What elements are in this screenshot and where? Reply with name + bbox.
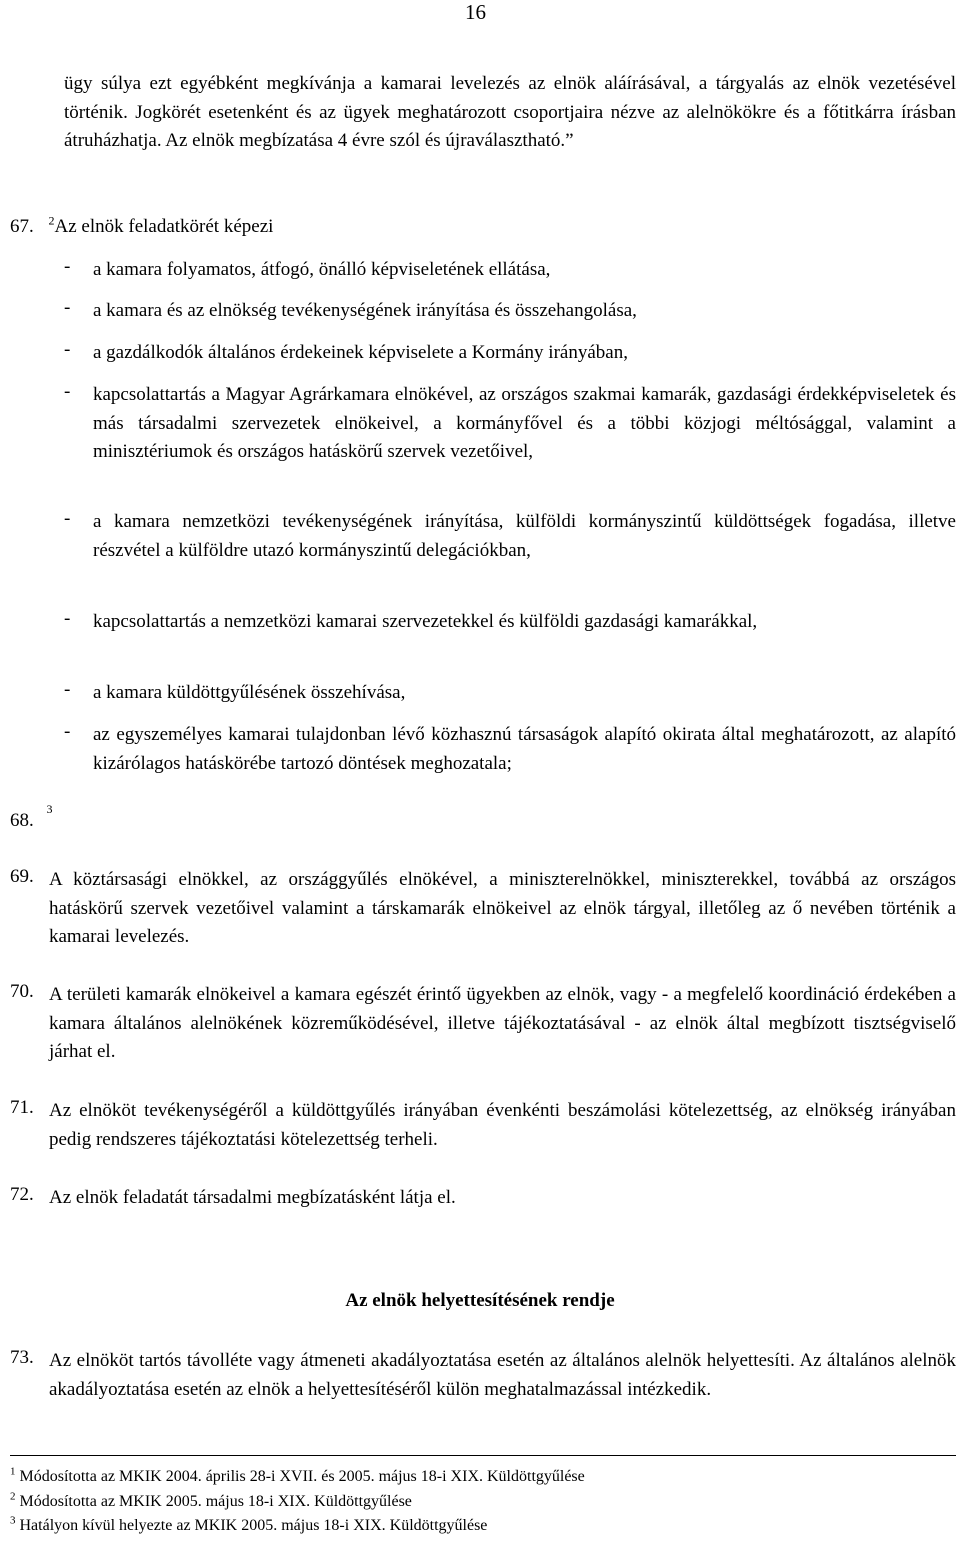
section-heading-text: Az elnök feladatkörét képezi: [54, 216, 274, 237]
footnote-ref: 2: [48, 213, 55, 228]
footnote-text: Módosította az MKIK 2005. május 18-i XIX. Küldöttgyűlése: [19, 1493, 412, 1510]
page-number: 16: [465, 0, 486, 24]
list-item-text: kapcsolattartás a Magyar Agrárkamara elnökével, az országos szakmai kamarák, gazdasági érdekképviseletek és más társadalmi szervezetek elnökeivel, a kormányfővel és a többi közjogi méltósággal, valamint a minisztériumok és országos hatáskörű szervek vezetőivel,: [93, 384, 956, 462]
footnote: [10, 1465, 585, 1489]
list-dash: -: [64, 679, 71, 700]
list-item-text: a kamara és az elnökség tevékenységének irányítása és összehangolása,: [93, 300, 637, 321]
list-item-text: az egyszemélyes kamarai tulajdonban lévő közhasznú társaságok alapító okirata által meghatározott, az alapító kizárólagos hatáskörébe tartozó döntések meghozatala;: [93, 724, 956, 774]
list-dash: -: [64, 608, 71, 629]
list-dash: -: [64, 256, 71, 277]
section-68: [10, 801, 53, 836]
list-item-text: a kamara küldöttgyűlésének összehívása,: [93, 682, 406, 703]
list-dash: -: [64, 381, 71, 402]
section-title: Az elnök helyettesítésének rendje: [345, 1290, 615, 1311]
paragraph-number: 72.: [10, 1184, 34, 1205]
list-item-text: kapcsolattartás a nemzetközi kamarai szervezetekkel és külföldi gazdasági kamarákkal,: [93, 611, 758, 632]
list-dash: -: [64, 339, 71, 360]
list-item-text: a kamara folyamatos, átfogó, önálló képviseletének ellátása,: [93, 259, 551, 280]
list-dash: -: [64, 297, 71, 318]
footnote-mark: 1: [10, 1465, 16, 1478]
list-dash: -: [64, 721, 71, 742]
footnote-text: Hatályon kívül helyezte az MKIK 2005. május 18-i XIX. Küldöttgyűlése: [19, 1517, 488, 1534]
footnote: [10, 1514, 487, 1538]
paragraph-text: Az elnök feladatát társadalmi megbízatásként látja el.: [49, 1187, 456, 1208]
list-item-text: a gazdálkodók általános érdekeinek képviselete a Kormány irányában,: [93, 342, 628, 363]
footnote: [10, 1490, 412, 1514]
footnote-separator: [10, 1455, 956, 1456]
paragraph-text: Az elnököt tevékenységéről a küldöttgyűlés irányában évenkénti beszámolási kötelezettség, az elnökség irányában pedig rendszeres tájékoztatási kötelezettség terheli.: [49, 1100, 956, 1150]
paragraph-text: Az elnököt tartós távolléte vagy átmeneti akadályoztatása esetén az általános alelnök helyettesíti. Az általános alelnök akadályoztatása esetén az elnök a helyettesítéséről külön meghatalmazással intézkedik.: [49, 1350, 956, 1400]
paragraph-number: 70.: [10, 981, 34, 1002]
footnote-mark: 3: [10, 1514, 16, 1527]
list-dash: -: [64, 508, 71, 529]
footnote-mark: 2: [10, 1490, 16, 1503]
paragraph-number: 71.: [10, 1097, 34, 1118]
section-number: 67.: [10, 216, 34, 237]
section-number: 68.: [10, 810, 34, 831]
paragraph-number: 69.: [10, 866, 34, 887]
paragraph-text: A köztársasági elnökkel, az országgyűlés elnökével, a miniszterelnökkel, miniszterekkel, továbbá az országos hatáskörű szervek vezetőivel valamint a társkamarák elnökeivel az elnök tárgyal, illetőleg az ő nevében történik a kamarai levelezés.: [49, 869, 956, 947]
footnote-text: Módosította az MKIK 2004. április 28-i XVII. és 2005. május 18-i XIX. Küldöttgyűlése: [19, 1468, 585, 1485]
footnote-ref: 3: [46, 801, 53, 816]
section-67-heading: [10, 213, 956, 242]
paragraph-number: 73.: [10, 1347, 34, 1368]
paragraph-text: A területi kamarák elnökeivel a kamara egészét érintő ügyekben az elnök, vagy - a megfelelő koordináció érdekében a kamara általános alelnökének közreműködésével, illetve tájékoztatásával - az elnök által megbízott tisztségviselő járhat el.: [49, 984, 956, 1062]
list-item-text: a kamara nemzetközi tevékenységének irányítása, külföldi kormányszintű küldöttségek fogadása, illetve részvétel a külföldre utazó kormányszintű delegációkban,: [93, 511, 956, 561]
intro-paragraph: ügy súlya ezt egyébként megkívánja a kamarai levelezés az elnök aláírásával, a tárgyalás az elnök vezetésével történik. Jogkörét esetenként és az ügyek meghatározott csoportjaira nézve az alelnökökre és a főtitkárra írásban átruházhatja. Az elnök megbízatása 4 évre szól és újraválasztható.”: [64, 73, 956, 151]
